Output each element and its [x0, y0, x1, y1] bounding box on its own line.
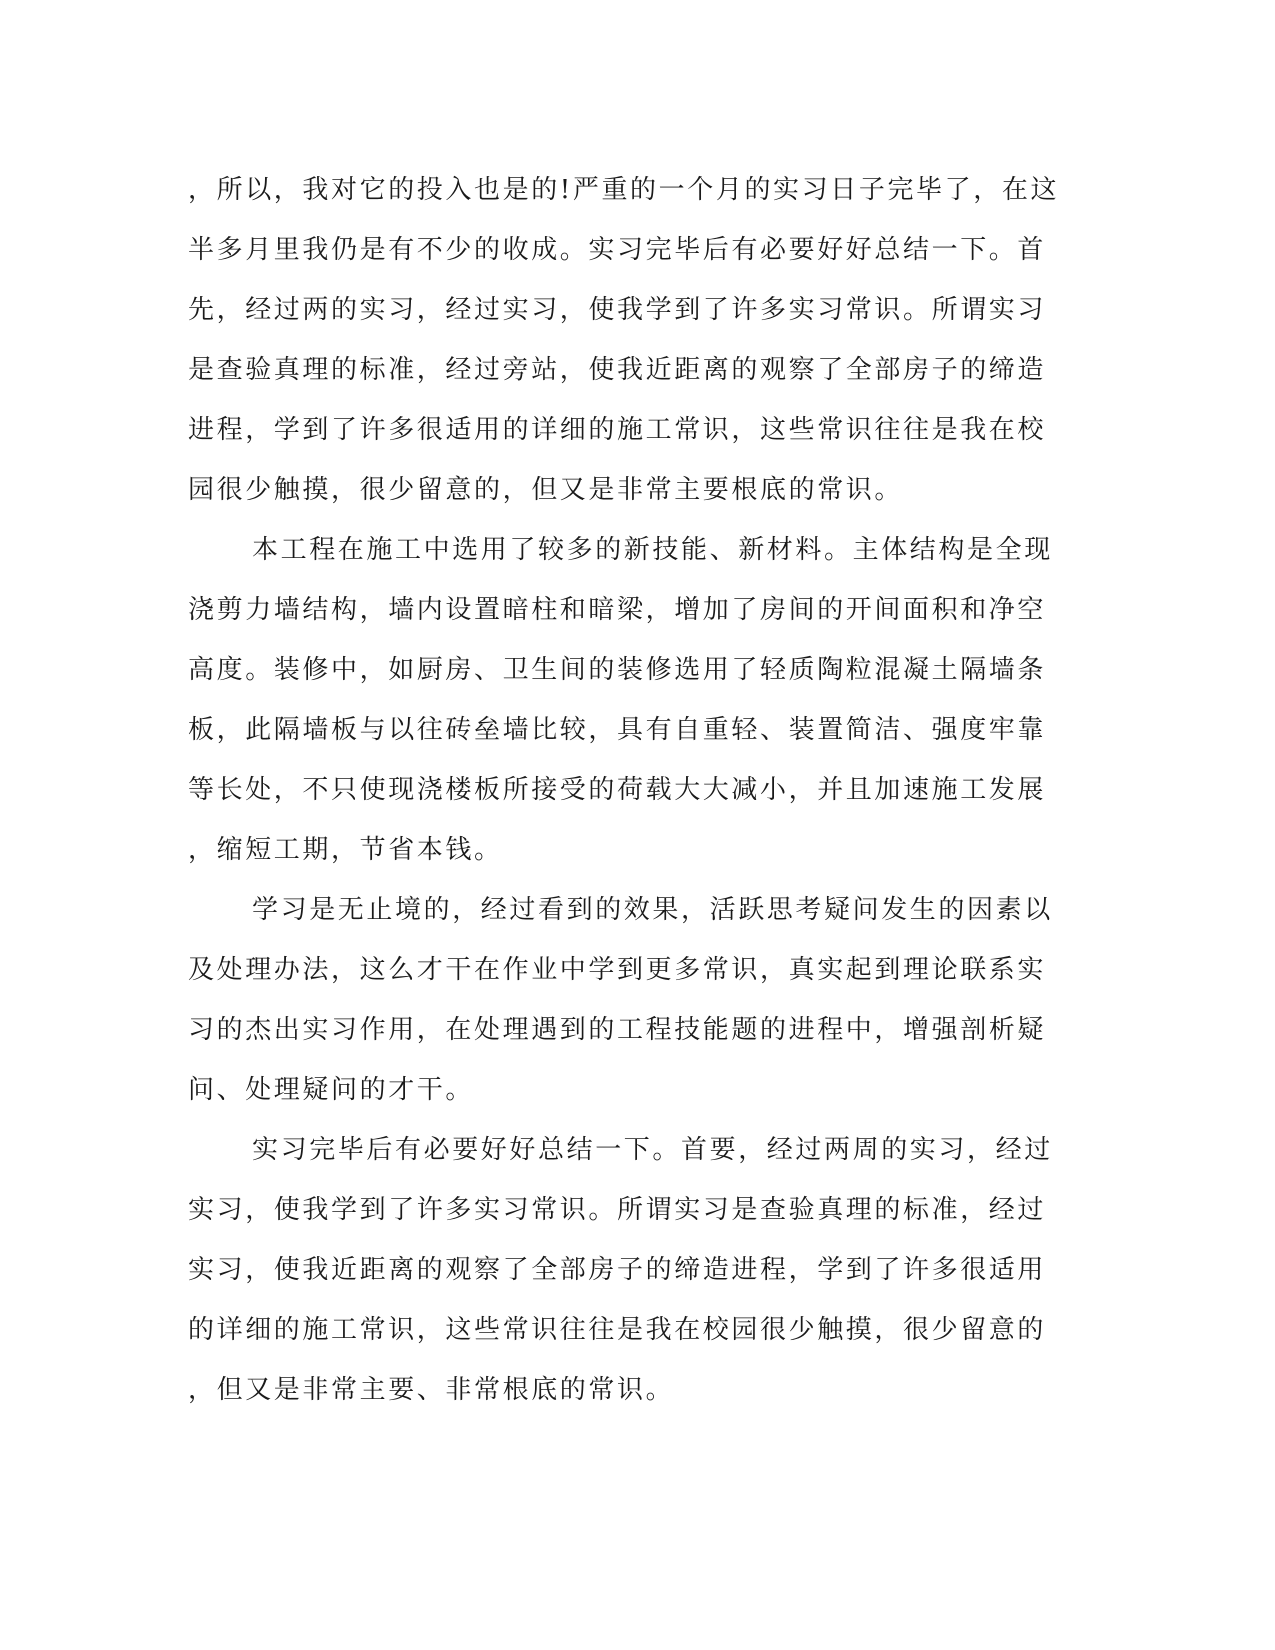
text-line: ，但又是非常主要、非常根底的常识。	[188, 1375, 675, 1405]
text-line: 习的杰出实习作用，在处理遇到的工程技能题的进程中，增强剖析疑	[188, 1015, 1047, 1045]
paragraph-1	[188, 160, 1068, 520]
text-line: 进程，学到了许多很适用的详细的施工常识，这些常识往往是我在校	[188, 415, 1047, 445]
text-line: 半多月里我仍是有不少的收成。实习完毕后有必要好好总结一下。首	[188, 235, 1047, 265]
text-line: ，所以，我对它的投入也是的!严重的一个月的实习日子完毕了，在这	[188, 175, 1060, 205]
text-line: 高度。装修中，如厨房、卫生间的装修选用了轻质陶粒混凝土隔墙条	[188, 655, 1047, 685]
paragraph-3	[188, 880, 1068, 1120]
text-line: 本工程在施工中选用了较多的新技能、新材料。主体结构是全现	[252, 535, 1053, 565]
text-line: 等长处，不只使现浇楼板所接受的荷载大大减小，并且加速施工发展	[188, 775, 1047, 805]
paragraph-4	[188, 1120, 1068, 1420]
body-text	[188, 160, 1068, 1420]
text-line: 浇剪力墙结构，墙内设置暗柱和暗梁，增加了房间的开间面积和净空	[188, 595, 1047, 625]
paragraph-2	[188, 520, 1068, 880]
text-line: 板，此隔墙板与以往砖垒墙比较，具有自重轻、装置简洁、强度牢靠	[188, 715, 1047, 745]
text-line: 的详细的施工常识，这些常识往往是我在校园很少触摸，很少留意的	[188, 1315, 1047, 1345]
text-line: ，缩短工期，节省本钱。	[188, 835, 503, 865]
text-line: 问、处理疑问的才干。	[188, 1075, 475, 1105]
text-line: 实习，使我学到了许多实习常识。所谓实习是查验真理的标准，经过	[188, 1195, 1047, 1225]
text-line: 学习是无止境的，经过看到的效果，活跃思考疑问发生的因素以	[252, 895, 1053, 925]
text-line: 是查验真理的标准，经过旁站，使我近距离的观察了全部房子的缔造	[188, 355, 1047, 385]
text-line: 先，经过两的实习，经过实习，使我学到了许多实习常识。所谓实习	[188, 295, 1047, 325]
text-line: 园很少触摸，很少留意的，但又是非常主要根底的常识。	[188, 475, 904, 505]
text-line: 及处理办法，这么才干在作业中学到更多常识，真实起到理论联系实	[188, 955, 1047, 985]
text-line: 实习完毕后有必要好好总结一下。首要，经过两周的实习，经过	[252, 1135, 1053, 1165]
text-line: 实习，使我近距离的观察了全部房子的缔造进程，学到了许多很适用	[188, 1255, 1047, 1285]
